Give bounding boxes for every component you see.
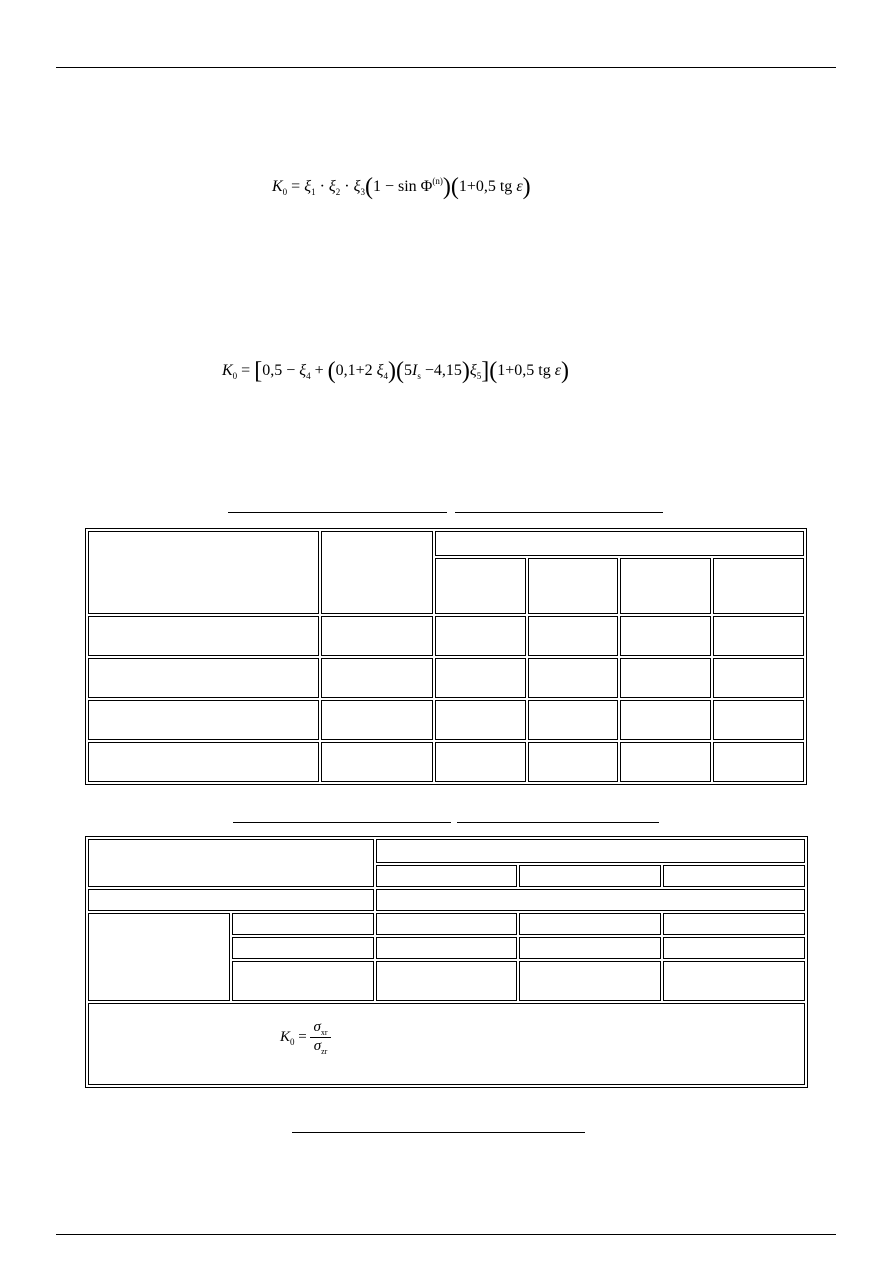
table2-cell — [232, 913, 374, 935]
table1-cell — [435, 616, 526, 656]
table1-cell — [528, 616, 619, 656]
table1-cell — [528, 700, 619, 740]
table1-cell — [620, 700, 711, 740]
table2-header-param — [88, 839, 374, 887]
table2-cell — [376, 961, 518, 1001]
table2-footer-cell — [88, 1003, 805, 1085]
table1-cell — [88, 616, 319, 656]
table2-subheader-cell — [519, 865, 661, 887]
table2-cell — [519, 937, 661, 959]
table-row — [88, 658, 804, 698]
table1-subheader-cell — [528, 558, 619, 614]
table1-cell — [321, 700, 433, 740]
formula-k0-xi: $K_0 = \xi_1 \cdot \xi_2 \cdot \xi_3(1 - \sin \Phi^{(n)})(1+0,5$ tg ε) — [272, 174, 531, 200]
table2-caption-line-right — [457, 822, 659, 823]
table-1 — [85, 528, 807, 785]
formula-k0-xi4-xi5: $K_0 = [0,5 - \xi_4 + (0,1+2$ $\xi_4)(5I_s -4,15)\xi_5](1+0,5$ tg ε) — [222, 358, 570, 384]
table2-cell — [663, 913, 805, 935]
table-row — [88, 889, 805, 911]
table1-cell — [713, 616, 804, 656]
table2-subheader-cell — [663, 865, 805, 887]
table2-caption-line-left — [233, 822, 451, 823]
table2-subheader-cell — [376, 865, 518, 887]
table1-cell — [620, 742, 711, 782]
table1-cell — [88, 742, 319, 782]
formula-k0-sigma-ratio: $K_0$ = $\frac{\sigma_{xr}}{\sigma_{zr}}$ — [280, 1019, 331, 1056]
table1-cell — [528, 742, 619, 782]
table1-subheader-cell — [713, 558, 804, 614]
table1-cell — [713, 742, 804, 782]
table1-cell — [321, 616, 433, 656]
table-row — [88, 616, 804, 656]
table1-cell — [713, 658, 804, 698]
footnote-line — [292, 1132, 585, 1133]
table2-cell — [663, 961, 805, 1001]
table2-cell — [663, 937, 805, 959]
table1-cell — [321, 742, 433, 782]
table1-cell — [88, 658, 319, 698]
table-row — [88, 1003, 805, 1085]
table1-cell — [321, 658, 433, 698]
header-rule — [56, 67, 836, 68]
table1-cell — [528, 658, 619, 698]
table1-header-group — [435, 531, 804, 556]
table2-cell — [376, 937, 518, 959]
table2-cell — [376, 889, 805, 911]
table1-caption-line-right — [455, 512, 663, 513]
table1-cell — [435, 658, 526, 698]
table1-cell — [713, 700, 804, 740]
table1-cell — [435, 700, 526, 740]
table1-cell — [435, 742, 526, 782]
table2-row-group — [88, 913, 230, 1001]
table2-cell — [232, 937, 374, 959]
footer-rule — [56, 1234, 836, 1235]
table2-cell — [88, 889, 374, 911]
table-row — [88, 700, 804, 740]
table-2 — [85, 836, 808, 1088]
table1-caption-line-left — [228, 512, 447, 513]
table-row — [88, 913, 805, 935]
table1-subheader-cell — [620, 558, 711, 614]
table2-header-group — [376, 839, 805, 863]
table1-subheader-cell — [435, 558, 526, 614]
table1-cell — [620, 616, 711, 656]
table1-header-unit — [321, 531, 433, 614]
table2-cell — [232, 961, 374, 1001]
table1-cell — [88, 700, 319, 740]
table2-cell — [519, 913, 661, 935]
table1-header-param — [88, 531, 319, 614]
table2-cell — [376, 913, 518, 935]
table2-cell — [519, 961, 661, 1001]
table1-cell — [620, 658, 711, 698]
table-row — [88, 742, 804, 782]
